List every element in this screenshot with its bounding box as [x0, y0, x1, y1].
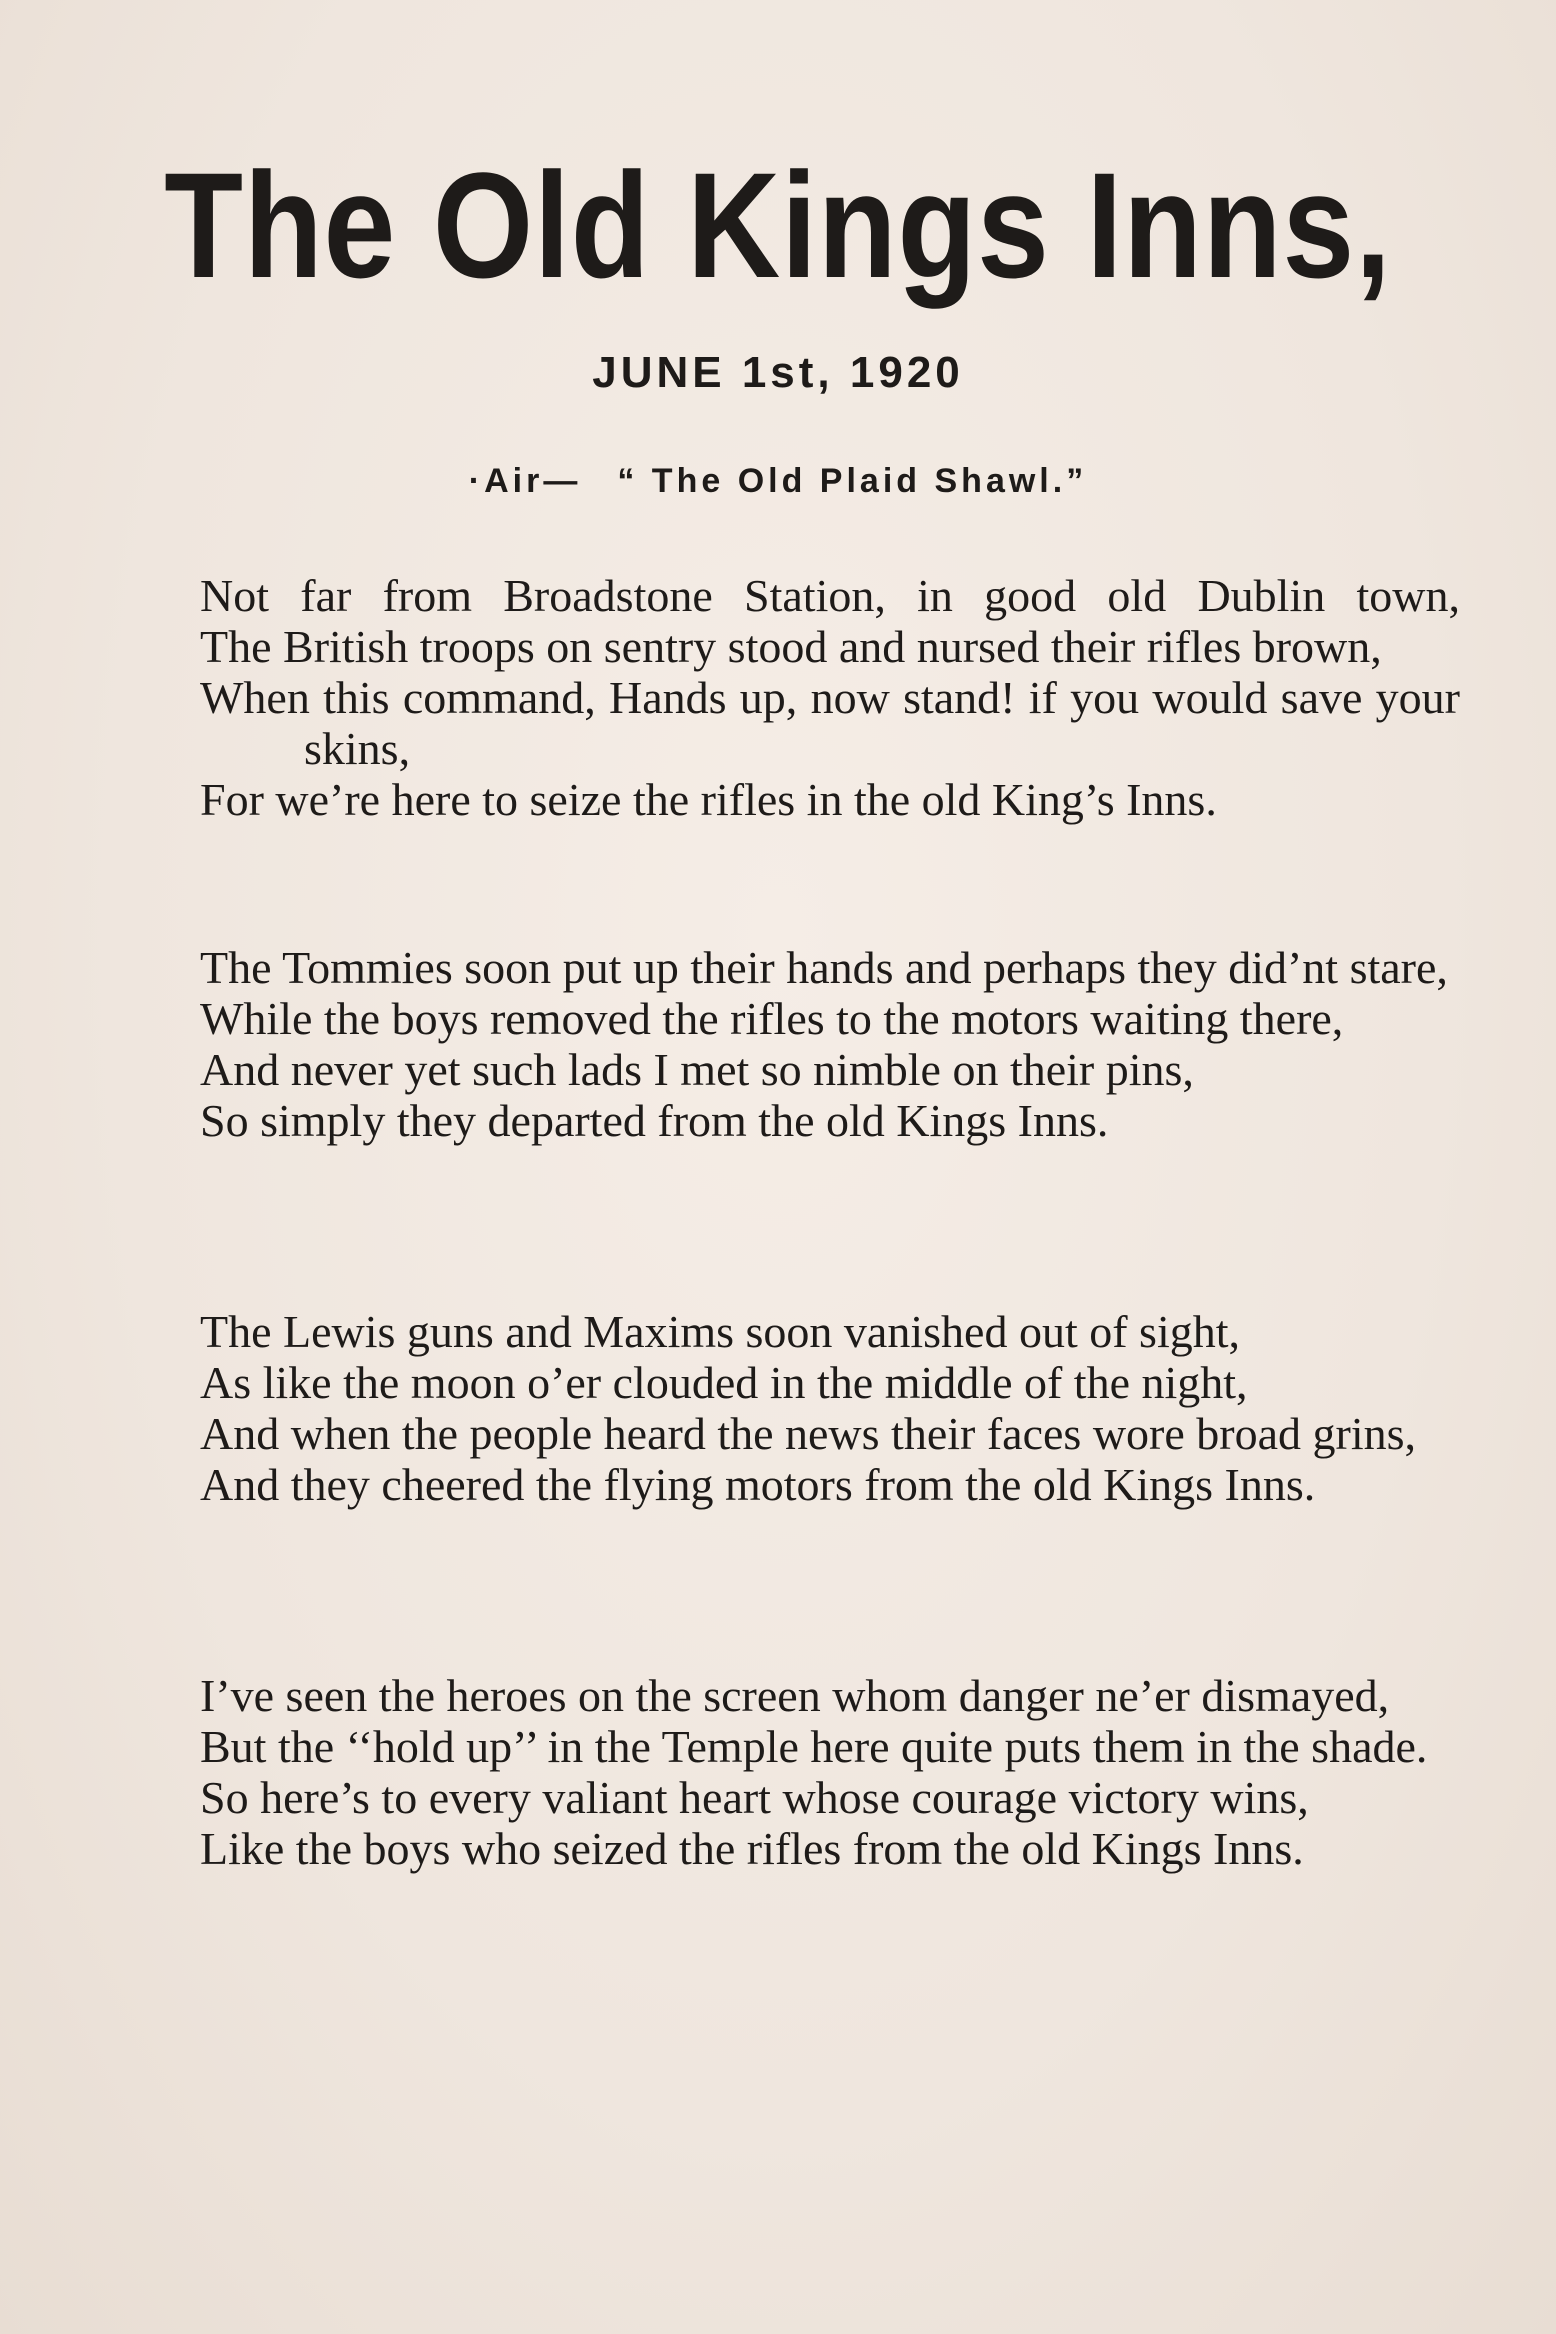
air-label: ·Air— — [468, 462, 582, 500]
date-heading: JUNE 1st, 1920 — [592, 348, 964, 397]
verse-line: Like the boys who seized the rifles from the old Kings Inns. — [200, 1823, 1304, 1874]
verse-line: While the boys removed the rifles to the motors waiting there, — [200, 993, 1344, 1044]
air-heading — [0, 462, 1556, 501]
verse-line: The Lewis guns and Maxims soon vanished out of sight, — [200, 1306, 1241, 1357]
verse-line: But the ‘‘hold up’’ in the Temple here quite puts them in the shade. — [200, 1721, 1428, 1772]
verse-line: As like the moon o’er clouded in the middle of the night, — [200, 1357, 1248, 1408]
page-title: The Old Kings Inns, — [164, 141, 1392, 309]
verse-line: Not far from Broadstone Station, in good old Dublin town, — [200, 570, 1460, 621]
air-tune-title: “ The Old Plaid Shawl.” — [617, 462, 1088, 500]
verse-line: I’ve seen the heroes on the screen whom danger ne’er dismayed, — [200, 1670, 1390, 1721]
verse-line: The British troops on sentry stood and nursed their rifles brown, — [200, 621, 1382, 672]
verse-line: So simply they departed from the old Kings Inns. — [200, 1095, 1109, 1146]
verse-line: And never yet such lads I met so nimble on their pins, — [200, 1044, 1194, 1095]
verse-line: For we’re here to seize the rifles in the old King’s Inns. — [200, 774, 1217, 825]
verse-line: So here’s to every valiant heart whose courage victory wins, — [200, 1772, 1309, 1823]
verse-4 — [200, 1670, 1460, 1874]
verse-line: And when the people heard the news their faces wore broad grins, — [200, 1408, 1417, 1459]
verse-line: And they cheered the flying motors from the old Kings Inns. — [200, 1459, 1316, 1510]
verse-3 — [200, 1306, 1460, 1510]
verse-1 — [200, 570, 1460, 825]
verse-line: The Tommies soon put up their hands and perhaps they did’nt stare, — [200, 942, 1448, 993]
verse-2 — [200, 942, 1460, 1146]
verse-line: When this command, Hands up, now stand! if you would save your skins, — [200, 672, 1460, 774]
